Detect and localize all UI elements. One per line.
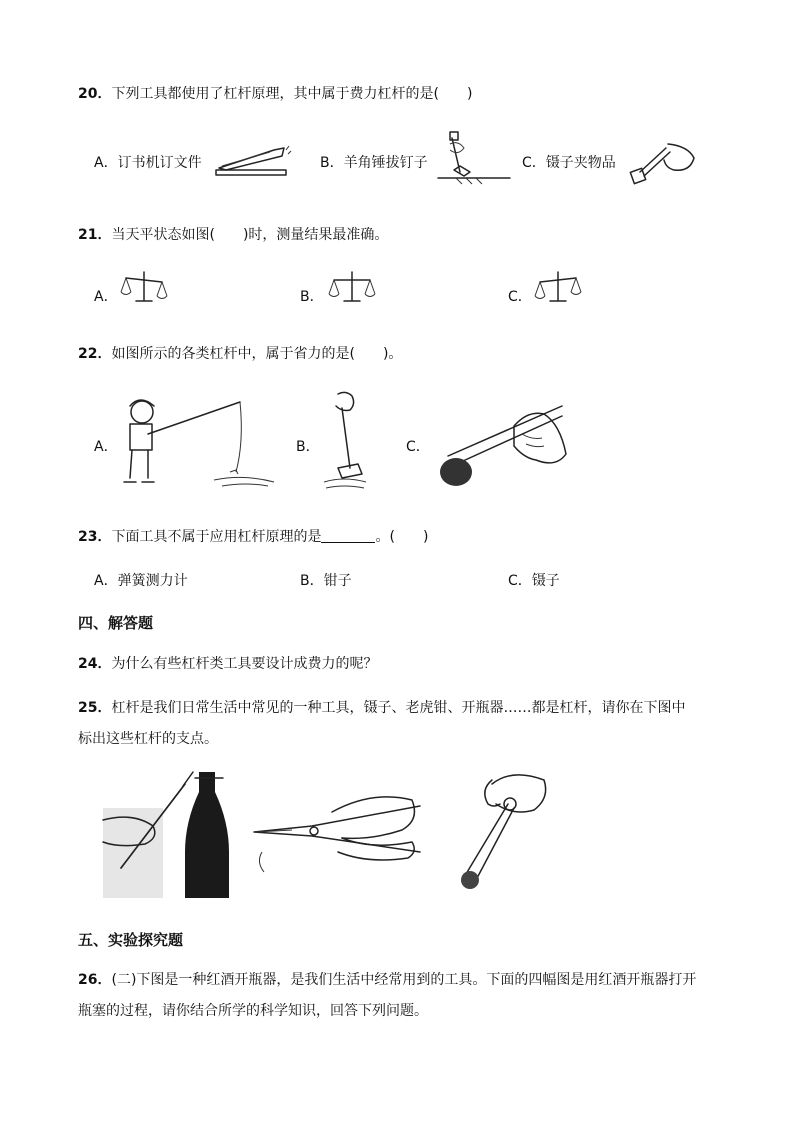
answer-blank[interactable] <box>321 528 375 543</box>
question-21 <box>78 224 388 244</box>
question-22 <box>78 343 402 363</box>
question-text: 当天平状态如图( )时，测量结果最准确。 <box>111 227 389 243</box>
option-c-label: C． <box>406 439 430 455</box>
option-c-label: C．镊子 <box>508 573 560 589</box>
stapler-base <box>216 170 286 175</box>
balance-image-c <box>534 268 582 306</box>
option-b-label: B．羊角锤拔钉子 <box>320 155 428 171</box>
question-24 <box>78 653 377 673</box>
question-25 <box>78 697 685 717</box>
question-text: 下列工具都使用了杠杆原理，其中属于费力杠杆的是( ) <box>111 86 473 102</box>
question-text-line1: 杠杆是我们日常生活中常见的一种工具，镊子、老虎钳、开瓶器……都是杠杆，请你在下图中 <box>111 700 686 716</box>
option-b-label: B． <box>300 289 324 305</box>
tweezers-image <box>628 138 698 186</box>
stapler-arm <box>219 148 284 170</box>
boy-head <box>131 401 153 423</box>
question-26 <box>78 969 696 989</box>
question-number: 21． <box>78 227 112 243</box>
chopsticks-image <box>434 404 574 494</box>
question-number: 24． <box>78 656 112 672</box>
question-23 <box>78 526 428 546</box>
question-number: 23． <box>78 529 112 545</box>
question-text: 如图所示的各类杠杆中，属于省力的是( )。 <box>111 346 403 362</box>
option-a-label: A． <box>94 289 118 305</box>
question-25-line2: 标出这些杠杆的支点。 <box>78 731 218 747</box>
question-text-before: 下面工具不属于应用杠杆原理的是 <box>111 529 322 545</box>
question-20 <box>78 83 472 103</box>
stapler-image <box>214 140 289 180</box>
question-number: 20． <box>78 86 112 102</box>
hammer-pulling-nail-image <box>436 130 511 188</box>
option-c-label: C． <box>508 289 532 305</box>
option-b-label: B． <box>296 439 320 455</box>
hammer-claw-image <box>320 390 370 494</box>
balance-image-a <box>120 268 168 306</box>
option-b-label: B．钳子 <box>300 573 352 589</box>
option-a-label: A．订书机订文件 <box>94 155 202 171</box>
balance-image-b <box>328 268 376 306</box>
food-ball <box>440 458 472 486</box>
tweezers-holding-image <box>452 770 552 896</box>
hand-shape <box>450 132 458 140</box>
section-heading-five: 五、实验探究题 <box>78 931 184 949</box>
pliers-joint <box>310 827 318 835</box>
question-text: 为什么有些杠杆类工具要设计成费力的呢？ <box>111 656 378 672</box>
question-text-line1: (二)下图是一种红酒开瓶器，是我们生活中经常用到的工具。下面的四幅图是用红酒开瓶器打开 <box>111 972 697 988</box>
bottle-opener-image <box>103 768 233 898</box>
question-number: 25． <box>78 700 112 716</box>
held-object <box>461 871 479 889</box>
question-number: 22． <box>78 346 112 362</box>
option-a-label: A．弹簧测力计 <box>94 573 188 589</box>
section-heading-four: 四、解答题 <box>78 614 154 632</box>
option-c-label: C．镊子夹物品 <box>522 155 616 171</box>
fishing-boy-image <box>118 394 283 494</box>
option-a-label: A． <box>94 439 118 455</box>
question-text-after: 。( ) <box>375 529 429 545</box>
question-number: 26． <box>78 972 112 988</box>
question-26-line2: 瓶塞的过程，请你结合所学的科学知识，回答下列问题。 <box>78 1003 428 1019</box>
pliers-image <box>252 792 422 872</box>
bottle <box>185 772 229 898</box>
